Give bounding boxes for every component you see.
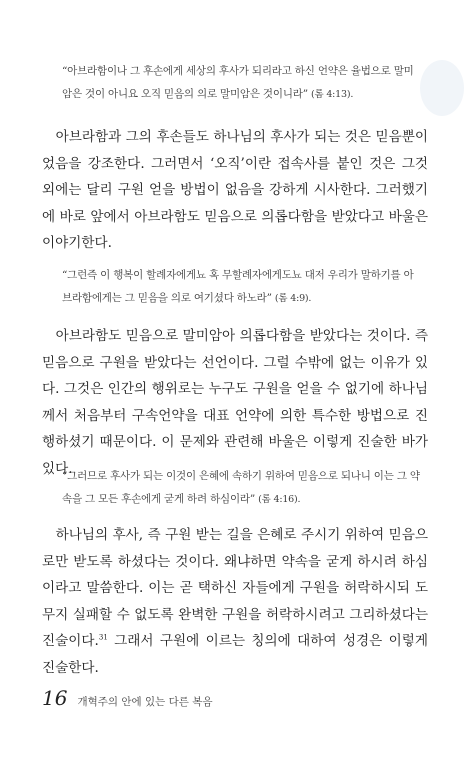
quote-text: “그러므로 후사가 되는 이것이 은혜에 속하기 위하여 믿음으로 되나니 이는 그 약속을 그 모든 후손에게 굳게 하려 하심이라” xyxy=(62,470,420,505)
quote-text: “아브라함이나 그 후손에게 세상의 후사가 되리라고 하신 언약은 율법으로 말미암은 것이 아니요 오직 믿음의 의로 말미암은 것이니라” xyxy=(62,65,414,100)
scripture-quote-romans-4-16 xyxy=(62,465,420,511)
body-paragraph-1: 아브라함과 그의 후손들도 하나님의 후사가 되는 것은 믿음뿐이었음을 강조한다. 그러면서 ‘오직’이란 접속사를 붙인 것은 그것 외에는 달리 구원 얻을 방법이 없음을 강하게 시사한다. 그러했기에 바로 앞에서 아브라함도 믿음으로 의롭다함을 받았다고 바울은 이야기한다. xyxy=(42,129,428,252)
running-title: 개혁주의 안에 있는 다른 복음 xyxy=(77,696,213,708)
body-paragraph-2: 아브라함도 믿음으로 말미암아 의롭다함을 받았다는 것이다. 즉 믿음으로 구원을 받았다는 선언이다. 그럴 수밖에 없는 이유가 있다. 그것은 인간의 행위로는 누구도 구원을 얻을 수 없기에 하나님께서 처음부터 구속언약을 대표 언약에 의한 특수한 방법으로 진행하셨기 때문이다. 이 문제와 관련해 바울은 이렇게 진술한 바가 있다. xyxy=(42,328,428,477)
footnote-marker: 31 xyxy=(98,633,108,642)
quote-text: “그런즉 이 행복이 할례자에게뇨 혹 무할례자에게도뇨 대저 우리가 말하기를 아브라함에게는 그 믿음을 의로 여기셨다 하노라” xyxy=(62,269,414,304)
page-footer xyxy=(42,686,213,710)
page-number: 16 xyxy=(42,686,68,710)
scripture-quote-romans-4-9 xyxy=(62,264,420,310)
paragraph-text: 하나님의 후사, 즉 구원 받는 길을 은혜로 주시기 위하여 믿음으로만 받도록 하셨다는 것이다. 왜냐하면 약속을 굳게 하시려 하심이라고 말씀한다. 이는 곧 택하신 자들에게 구원을 허락하시되 도무지 실패할 수 없도록 완벽한 구원을 허락하시려고 그리하셨다는 진술이다. xyxy=(42,527,428,650)
quote-reference: (롬 4:16). xyxy=(258,494,301,505)
paragraph-text-tail: 그래서 구원에 이르는 칭의에 대하여 성경은 이렇게 진술한다. xyxy=(42,633,428,676)
body-paragraph-3 xyxy=(42,522,428,682)
scripture-quote-romans-4-13 xyxy=(62,60,420,106)
quote-reference: (롬 4:9). xyxy=(274,293,312,304)
quote-reference: (롬 4:13). xyxy=(311,89,354,100)
library-stamp-icon xyxy=(420,60,464,116)
